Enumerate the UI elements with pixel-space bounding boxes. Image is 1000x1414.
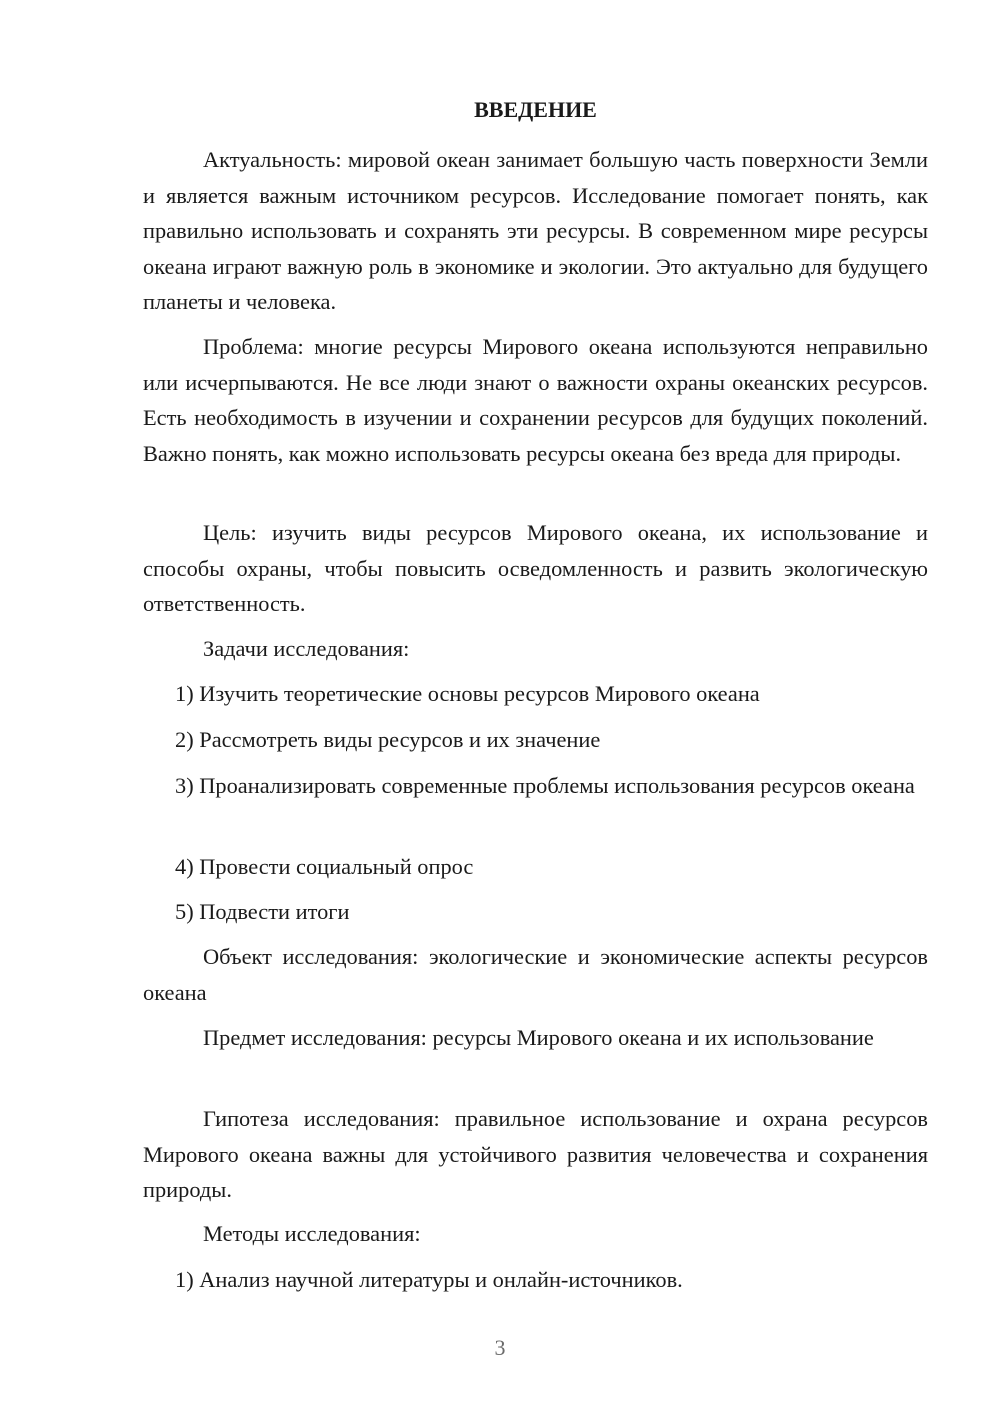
paragraph-object: Объект исследования: экологические и экономические аспекты ресурсов океана [143,944,928,1005]
task-item-3: 3) Проанализировать современные проблемы использования ресурсов океана [175,773,915,798]
task-item-5: 5) Подвести итоги [175,899,350,924]
paragraph-relevance: Актуальность: мировой океан занимает большую часть поверхности Земли и является важным источником ресурсов. Исследование помогает понять, как правильно использовать и сохранять эти ресурсы. В современном мире ресурсы океана играют важную роль в экономике и экологии. Это актуально для будущего планеты и человека. [143,147,928,314]
section-title: ВВЕДЕНИЕ [474,97,597,122]
paragraph-methods-heading: Методы исследования: [203,1221,421,1246]
method-item-1: 1) Анализ научной литературы и онлайн-источников. [175,1267,683,1292]
task-item-1: 1) Изучить теоретические основы ресурсов Мирового океана [175,681,760,706]
page-number: 3 [494,1335,506,1360]
paragraph-subject: Предмет исследования: ресурсы Мирового океана и их использование [203,1025,874,1050]
paragraph-goal: Цель: изучить виды ресурсов Мирового океана, их использование и способы охраны, чтобы повысить осведомленность и развить экологическую ответственность. [143,520,928,616]
task-item-4: 4) Провести социальный опрос [175,854,474,879]
paragraph-problem: Проблема: многие ресурсы Мирового океана используются неправильно или исчерпываются. Не все люди знают о важности охраны океанских ресурсов. Есть необходимость в изучении и сохранении ресурсов для будущих поколений. Важно понять, как можно использовать ресурсы океана без вреда для природы. [143,334,928,466]
paragraph-tasks-heading: Задачи исследования: [203,636,410,661]
task-item-2: 2) Рассмотреть виды ресурсов и их значение [175,727,601,752]
paragraph-hypothesis: Гипотеза исследования: правильное использование и охрана ресурсов Мирового океана важны для устойчивого развития человечества и сохранения природы. [143,1106,928,1202]
